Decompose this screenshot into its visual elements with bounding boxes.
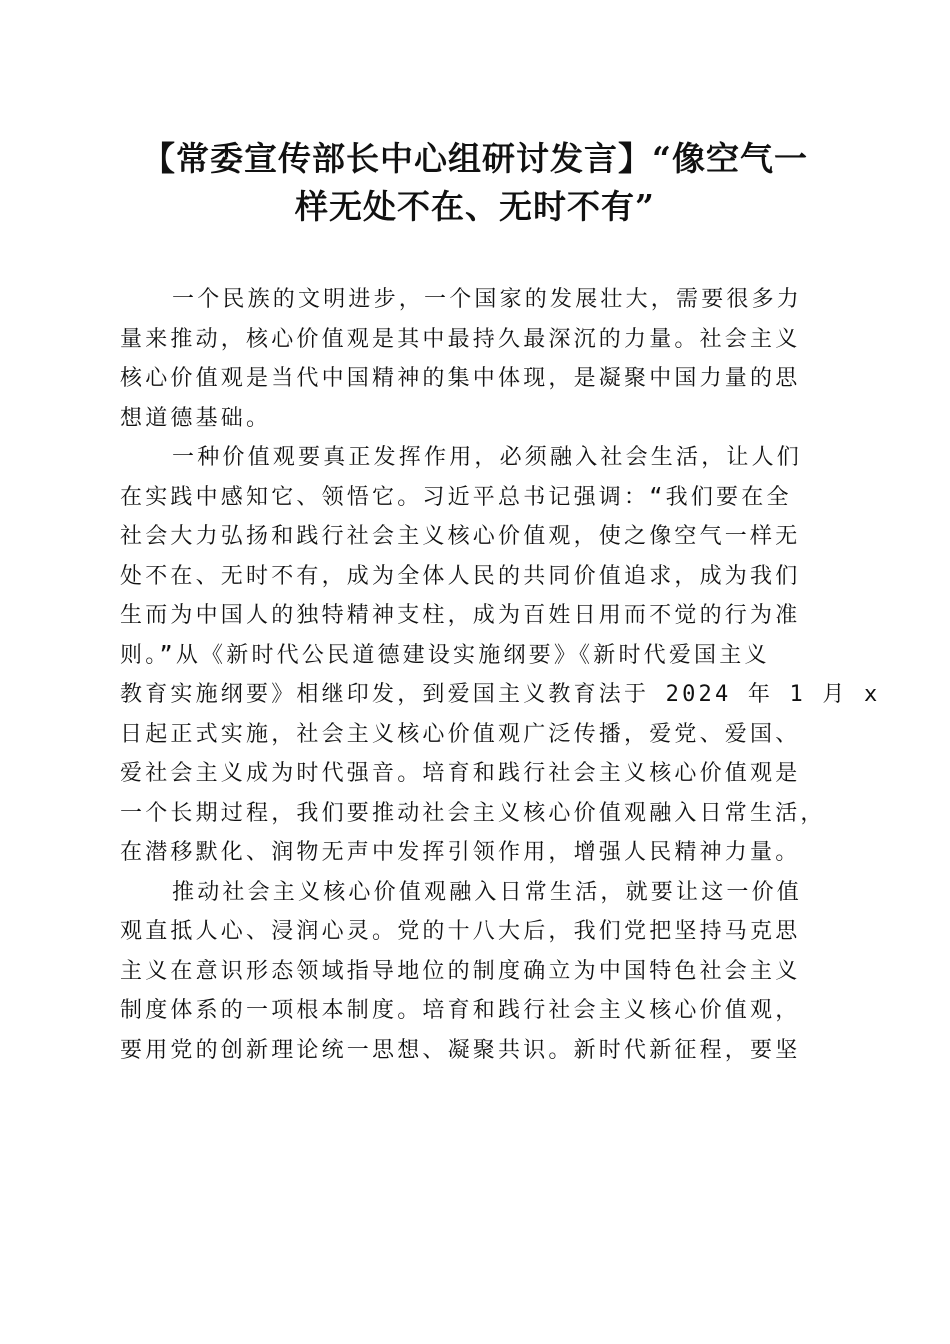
body-line: 在实践中感知它、领悟它。习近平总书记强调：“我们要在全 [120,484,792,510]
body-line: 在潜移默化、润物无声中发挥引领作用，增强人民精神力量。 [120,840,801,865]
body-line: 爱社会主义成为时代强音。培育和践行社会主义核心价值观是 [120,761,801,786]
body-line: 一个民族的文明进步，一个国家的发展壮大，需要很多力 [172,287,803,312]
body-line: 想道德基础。 [120,405,272,431]
document-title [110,135,840,231]
body-line: 主义在意识形态领域指导地位的制度确立为中国特色社会主义 [120,958,801,984]
body-line: 处不在、无时不有，成为全体人民的共同价值追求，成为我们 [120,563,801,589]
body-line: 制度体系的一项根本制度。培育和践行社会主义核心价值观， [120,998,801,1023]
body-line: 生而为中国人的独特精神支柱，成为百姓日用而不觉的行为准 [120,603,801,628]
document-body [120,280,881,1070]
body-line: 社会大力弘扬和践行社会主义核心价值观，使之像空气一样无 [120,524,801,549]
body-line: 一个长期过程，我们要推动社会主义核心价值观融入日常生活， [120,800,826,826]
body-line: 则。”从《新时代公民道德建设实施纲要》《新时代爱国主义 [120,642,770,668]
body-line: 推动社会主义核心价值观融入日常生活，就要让这一价值 [172,879,803,905]
body-line: 观直抵人心、浸润心灵。党的十八大后，我们党把坚持马克思 [120,919,801,944]
body-line: 日起正式实施，社会主义核心价值观广泛传播，爱党、爱国、 [120,721,801,747]
body-line: 核心价值观是当代中国精神的集中体现，是凝聚中国力量的思 [120,366,801,391]
body-line: 量来推动，核心价值观是其中最持久最深沉的力量。社会主义 [120,326,801,352]
title-line-2: 样无处不在、无时不有” [295,187,655,226]
body-line: 要用党的创新理论统一思想、凝聚共识。新时代新征程，要坚 [120,1037,801,1063]
body-line: 教育实施纲要》相继印发，到爱国主义教育法于 2024 年 1 月 x [120,682,881,707]
body-line: 一种价值观要真正发挥作用，必须融入社会生活，让人们 [172,445,803,470]
title-line-1: 【常委宣传部长中心组研讨发言】“像空气一 [142,139,808,178]
